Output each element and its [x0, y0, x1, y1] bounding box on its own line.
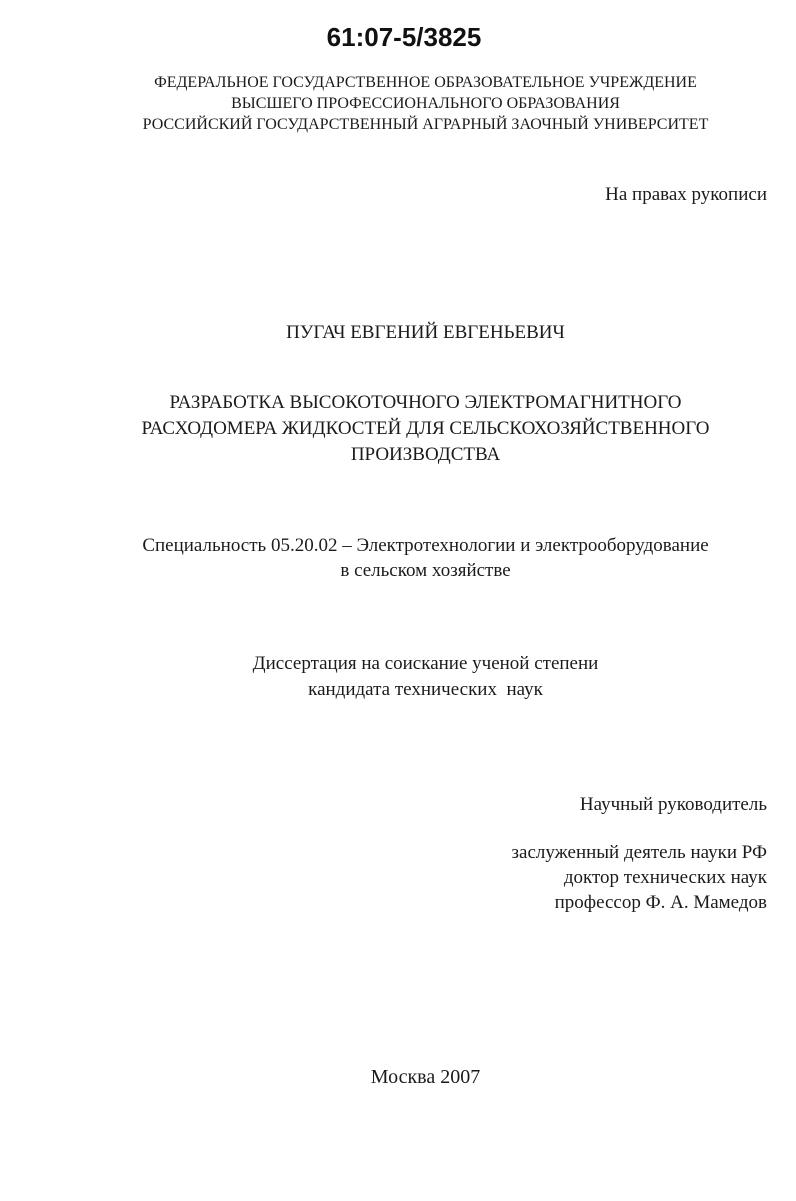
catalog-stamp-number: 61:07-5/3825	[326, 22, 482, 52]
thesis-type-block	[55, 651, 796, 703]
institution-line-3: РОССИЙСКИЙ ГОСУДАРСТВЕННЫЙ АГРАРНЫЙ ЗАОЧНЫЙ УНИВЕРСИТЕТ	[142, 116, 709, 133]
title-line-1: РАЗРАБОТКА ВЫСОКОТОЧНОГО ЭЛЕКТРОМАГНИТНОГО	[169, 392, 682, 413]
city-year: Москва 2007	[370, 1066, 481, 1088]
manuscript-note-text: На правах рукописи	[605, 184, 767, 205]
supervisor-credentials-block	[512, 840, 767, 915]
dissertation-title	[55, 390, 796, 468]
manuscript-note	[605, 182, 767, 207]
specialty-line-2: в сельском хозяйстве	[340, 560, 511, 581]
title-line-3: ПРОИЗВОДСТВА	[350, 444, 501, 465]
supervisor-credential-2: доктор технических наук	[563, 867, 767, 888]
institution-block	[55, 72, 796, 135]
specialty-block	[55, 533, 796, 583]
city-year-block	[55, 1066, 796, 1089]
thesis-type-line-2: кандидата технических наук	[308, 679, 543, 700]
author-name-block	[55, 321, 796, 345]
supervisor-heading	[580, 792, 767, 817]
institution-line-1: ФЕДЕРАЛЬНОЕ ГОСУДАРСТВЕННОЕ ОБРАЗОВАТЕЛЬНОЕ УЧРЕЖДЕНИЕ	[154, 74, 697, 91]
supervisor-name: профессор Ф. А. Мамедов	[554, 892, 767, 913]
stamp-number-row	[12, 22, 796, 53]
specialty-line-1: Специальность 05.20.02 – Электротехнологии и электрооборудование	[142, 535, 709, 556]
title-line-2: РАСХОДОМЕРА ЖИДКОСТЕЙ ДЛЯ СЕЛЬСКОХОЗЯЙСТВЕННОГО	[141, 418, 710, 439]
supervisor-heading-text: Научный руководитель	[579, 794, 767, 815]
supervisor-credential-1: заслуженный деятель науки РФ	[511, 842, 767, 863]
institution-line-2: ВЫСШЕГО ПРОФЕССИОНАЛЬНОГО ОБРАЗОВАНИЯ	[231, 95, 620, 112]
author-name: ПУГАЧ ЕВГЕНИЙ ЕВГЕНЬЕВИЧ	[286, 322, 565, 343]
thesis-type-line-1: Диссертация на соискание ученой степени	[252, 653, 599, 674]
